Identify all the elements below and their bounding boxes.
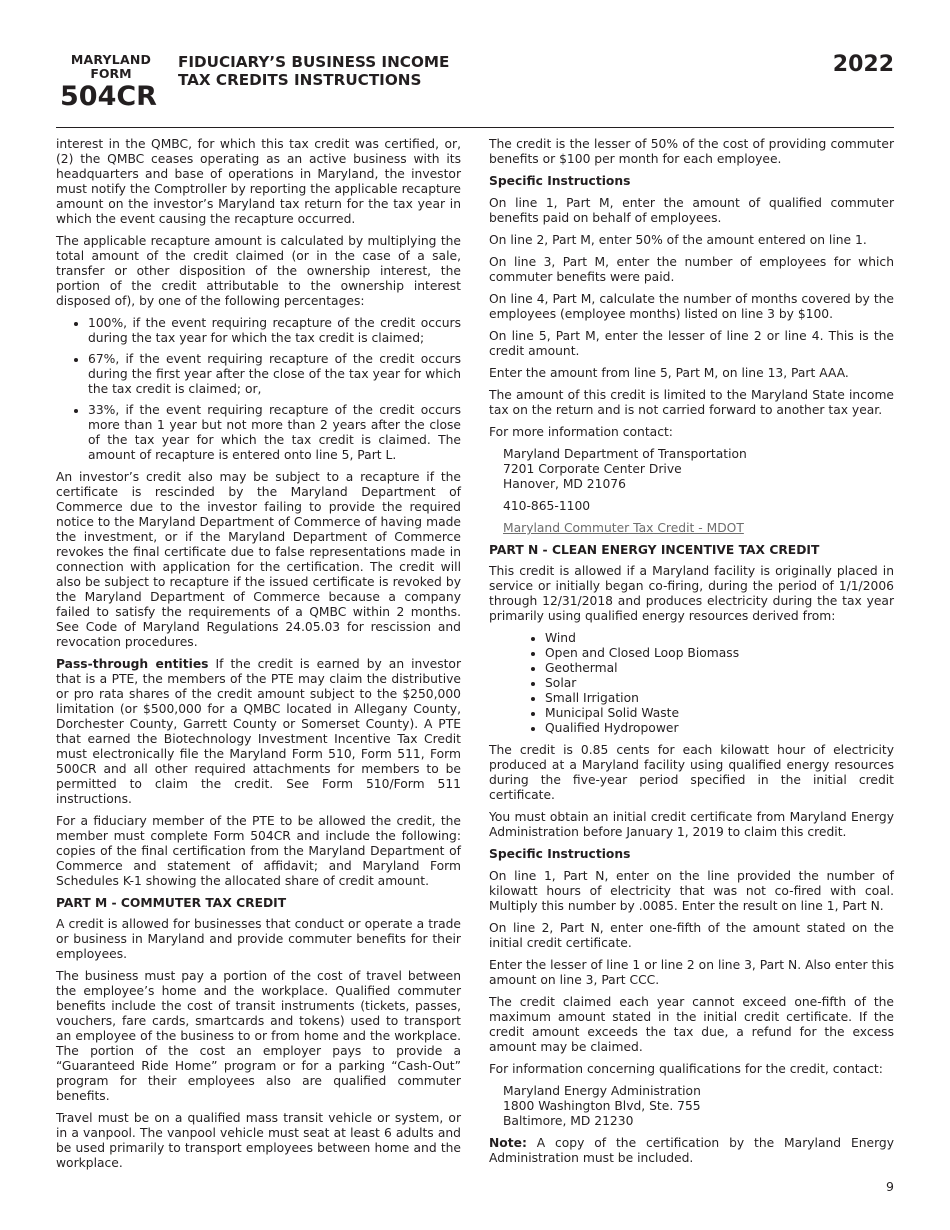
paragraph: You must obtain an initial credit certificate from Maryland Energy Administration before January 1, 2019 to claim this credit. <box>489 810 894 839</box>
form-id-block <box>60 53 162 112</box>
pass-through-text: If the credit is earned by an investor that is a PTE, the members of the PTE may claim the distributive or pro rata shares of the credit amount subject to the $250,000 limitation (or $500,000 for a QMBC located in Allegany County, Dorchester County, Garrett County or Somerset County). A PTE that earned the Biotechnology Investment Incentive Tax Credit must electronically file the Maryland Form 510, Form 511, Form 500CR and all other required attachments for members to be permitted to claim the credit. See Form 510/Form 511 instructions. <box>56 657 461 806</box>
paragraph: On line 5, Part M, enter the lesser of line 2 or line 4. This is the credit amount. <box>489 329 894 358</box>
paragraph: On line 3, Part M, enter the number of employees for which commuter benefits were paid. <box>489 255 894 284</box>
form-label: FORM <box>90 66 132 81</box>
paragraph: The credit is the lesser of 50% of the cost of providing commuter benefits or $100 per month for each employee. <box>489 137 894 166</box>
state-label: MARYLAND <box>70 52 152 67</box>
list-item: • Open and Closed Loop Biomass <box>545 646 894 661</box>
address-line: Hanover, MD 21076 <box>503 477 626 491</box>
title-line-2: TAX CREDITS INSTRUCTIONS <box>178 71 422 89</box>
paragraph: Travel must be on a qualified mass transit vehicle or system, or in a vanpool. The vanpool vehicle must seat at least 6 adults and be used primarily to transport employees between home and the workplace. <box>56 1111 461 1170</box>
paragraph: On line 2, Part M, enter 50% of the amount entered on line 1. <box>489 233 867 247</box>
note-paragraph <box>489 1136 894 1166</box>
header-rule <box>56 127 894 128</box>
paragraph: On line 1, Part N, enter on the line provided the number of kilowatt hours of electricity that was not co-fired with coal. Multiply this number by .0085. Enter the result on line 1, Part N. <box>489 869 894 913</box>
note-text: A copy of the certification by the Maryland Energy Administration must be included. <box>489 1136 894 1165</box>
paragraph: On line 1, Part M, enter the amount of qualified commuter benefits paid on behalf of employees. <box>489 196 894 225</box>
address-line: 1800 Washington Blvd, Ste. 755 <box>503 1099 701 1113</box>
paragraph: The credit is 0.85 cents for each kilowatt hour of electricity produced at a Maryland facility using qualified energy resources during the five-year period specified in the initial credit certificate. <box>489 743 894 802</box>
list-item: • 100%, if the event requiring recapture of the credit occurs during the tax year for which the tax credit is claimed; <box>88 316 461 346</box>
paragraph: An investor’s credit also may be subject to a recapture if the certificate is rescinded by the Maryland Department of Commerce due to the investor failing to provide the required notice to the Maryland Department of Commerce of having made the investment, or if the Maryland Department of Commerce revokes the final certificate due to false representations made in connection with application for the certification. The credit will also be subject to recapture if the issued certificate is revoked by the Maryland Department of Commerce because a company failed to satisfy the requirements of a QMBC within 2 months. See Code of Maryland Regulations 24.05.03 for rescission and revocation procedures. <box>56 470 461 649</box>
page-number: 9 <box>886 1179 894 1194</box>
form-number: 504CR <box>60 81 157 112</box>
list-item: • Geothermal <box>545 661 894 676</box>
page-title <box>178 53 449 89</box>
right-column <box>489 137 894 1173</box>
paragraph: The credit claimed each year cannot exceed one-fifth of the maximum amount stated in the initial credit certificate. If the credit amount exceeds the tax due, a refund for the excess amount may be claimed. <box>489 995 894 1054</box>
pass-through-lead: Pass-through entities <box>56 657 209 671</box>
paragraph: This credit is allowed if a Maryland facility is originally placed in service or initially began co-firing, during the period of 1/1/2006 through 12/31/2018 and produces electricity during the tax year primarily using qualified energy resources derived from: <box>489 564 894 623</box>
mdot-phone: 410-865-1100 <box>503 499 591 513</box>
paragraph: A credit is allowed for businesses that conduct or operate a trade or business in Maryland and provide commuter benefits for their employees. <box>56 917 461 961</box>
paragraph: For a fiduciary member of the PTE to be allowed the credit, the member must complete Form 504CR and include the following: copies of the final certification from the Maryland Department of Commerce and statement of affidavit; and Maryland Form Schedules K-1 showing the allocated share of credit amount. <box>56 814 461 888</box>
paragraph: The amount of this credit is limited to the Maryland State income tax on the return and is not carried forward to another tax year. <box>489 388 894 417</box>
paragraph: For more information contact: <box>489 425 673 439</box>
list-item: • Small Irrigation <box>545 691 894 706</box>
list-item: • Municipal Solid Waste <box>545 706 894 721</box>
paragraph: The applicable recapture amount is calculated by multiplying the total amount of the credit claimed (or in the case of a sale, transfer or other disposition of the ownership interest, the portion of the credit attributable to the ownership interest disposed of), by one of the following percentages: <box>56 234 461 308</box>
tax-year: 2022 <box>832 52 894 77</box>
specific-instructions-heading: Specific Instructions <box>489 174 631 188</box>
mdot-address <box>489 447 894 492</box>
title-line-1: FIDUCIARY’S BUSINESS INCOME <box>178 53 450 71</box>
part-m-heading: PART M - COMMUTER TAX CREDIT <box>56 896 287 910</box>
address-line: Baltimore, MD 21230 <box>503 1114 634 1128</box>
paragraph: On line 4, Part M, calculate the number of months covered by the employees (employee months) listed on line 3 by $100. <box>489 292 894 321</box>
paragraph: The business must pay a portion of the cost of travel between the employee’s home and the workplace. Qualified commuter benefits include the cost of transit instruments (tickets, passes, vouchers, fare cards, smartcards and tokens) used to transport an employee of the business to or from home and the workplace. The portion of the cost an employer pays to provide a “Guaranteed Ride Home” program or for a parking “Cash-Out” program for their employees also are qualified commuter benefits. <box>56 969 461 1103</box>
mea-address <box>489 1084 894 1129</box>
list-item: • Wind <box>545 631 894 646</box>
part-n-heading: PART N - CLEAN ENERGY INCENTIVE TAX CREDIT <box>489 543 820 557</box>
address-line: 7201 Corporate Center Drive <box>503 462 682 476</box>
list-item: • 33%, if the event requiring recapture of the credit occurs more than 1 year but not more than 2 years after the close of the tax year for which the tax credit is claimed. The amount of recapture is entered onto line 5, Part L. <box>88 403 461 463</box>
left-column <box>56 137 461 1178</box>
list-item: • Solar <box>545 676 894 691</box>
paragraph: On line 2, Part N, enter one-fifth of the amount stated on the initial credit certificate. <box>489 921 894 950</box>
specific-instructions-heading: Specific Instructions <box>489 847 631 861</box>
note-lead: Note: <box>489 1136 527 1150</box>
energy-resource-list <box>489 631 894 736</box>
list-item: • Qualified Hydropower <box>545 721 894 736</box>
mdot-link[interactable]: Maryland Commuter Tax Credit - MDOT <box>503 521 744 535</box>
recapture-percentage-list <box>56 316 461 463</box>
paragraph <box>56 657 461 807</box>
paragraph: For information concerning qualifications for the credit, contact: <box>489 1062 883 1076</box>
paragraph: Enter the amount from line 5, Part M, on line 13, Part AAA. <box>489 366 849 380</box>
list-item: • 67%, if the event requiring recapture of the credit occurs during the first year after the close of the tax year for which the tax credit is claimed; or, <box>88 352 461 397</box>
address-line: Maryland Department of Transportation <box>503 447 747 461</box>
address-line: Maryland Energy Administration <box>503 1084 701 1098</box>
paragraph: interest in the QMBC, for which this tax credit was certified, or, (2) the QMBC ceases operating as an active business with its headquarters and base of operations in Maryland, the investor must notify the Comptroller by reporting the applicable recapture amount on the investor’s Maryland tax return for the tax year in which the event causing the recapture occurred. <box>56 137 461 226</box>
paragraph: Enter the lesser of line 1 or line 2 on line 3, Part N. Also enter this amount on line 3, Part CCC. <box>489 958 894 987</box>
